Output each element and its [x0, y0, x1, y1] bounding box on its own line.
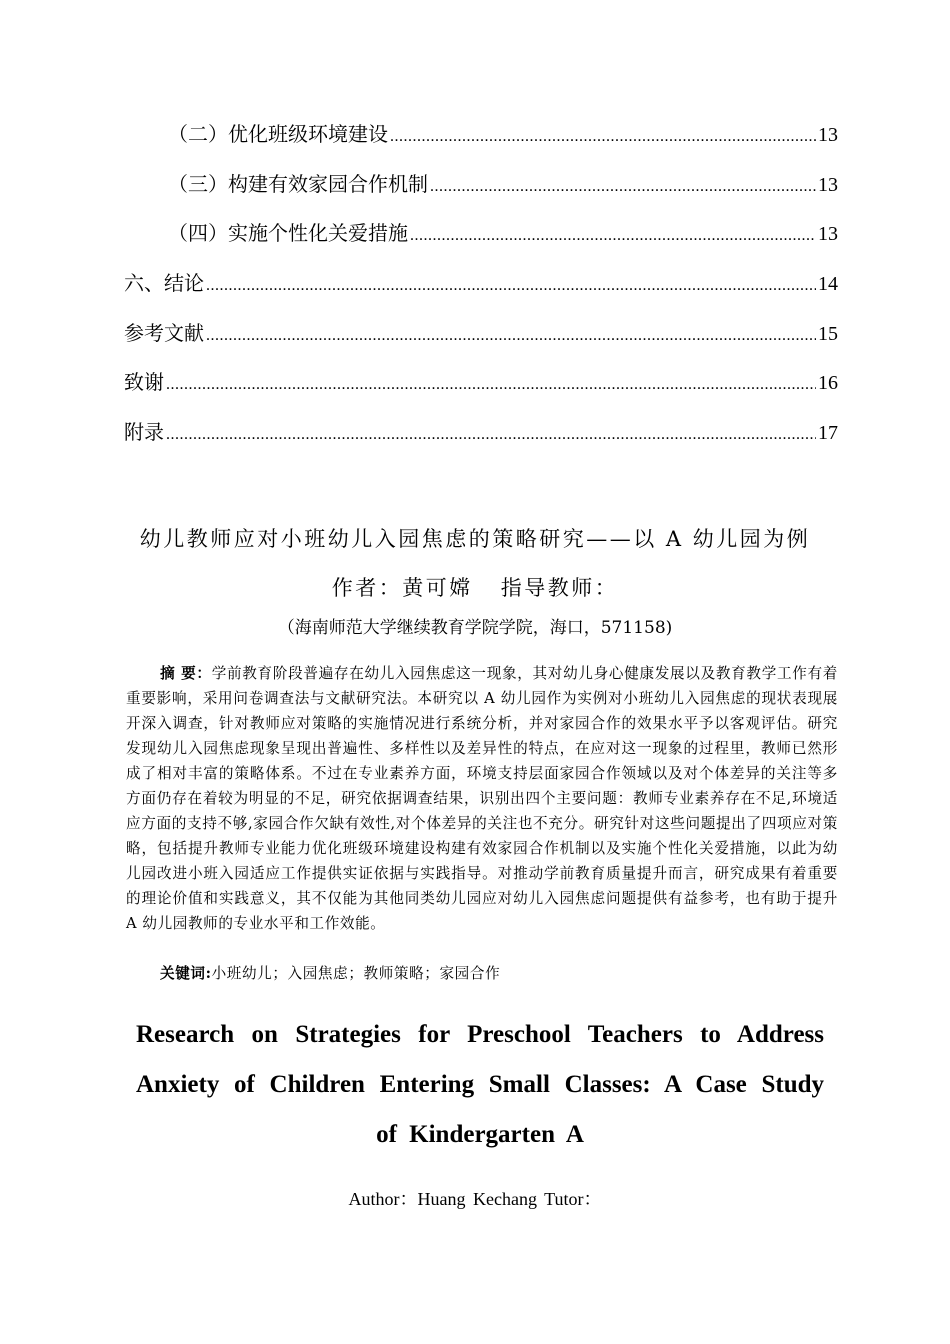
- abstract-paragraph: [126, 661, 838, 936]
- keywords-text: 小班幼儿；入园焦虑；教师策略；家园合作: [211, 965, 501, 982]
- toc-entry-label: （二）优化班级环境建设: [168, 122, 388, 146]
- toc-entry-label: （三）构建有效家园合作机制: [168, 171, 428, 196]
- toc-entry-label: 致谢: [124, 370, 164, 395]
- toc-entry[interactable]: [124, 120, 838, 170]
- table-of-contents: [124, 120, 838, 468]
- toc-entry-page: 13: [818, 124, 838, 146]
- toc-leader-dots: [206, 272, 816, 300]
- toc-entry[interactable]: [124, 269, 838, 319]
- toc-entry-page: 13: [818, 223, 838, 246]
- toc-leader-dots: [410, 222, 816, 250]
- toc-entry-page: 14: [818, 273, 838, 296]
- english-title-line-2: Anxiety of Children Entering Small Classes: A Case Study: [136, 1071, 824, 1098]
- toc-entry-label: 六、结论: [124, 271, 204, 296]
- toc-leader-dots: [166, 371, 816, 399]
- toc-entry[interactable]: [124, 319, 838, 369]
- english-title-line-3: of Kindergarten A: [376, 1121, 584, 1148]
- english-author-line: Author：Huang Kechang Tutor：: [348, 1189, 602, 1209]
- toc-entry[interactable]: [124, 219, 838, 269]
- toc-leader-dots: [390, 123, 816, 151]
- toc-entry-page: 17: [818, 422, 838, 445]
- toc-entry[interactable]: [124, 170, 838, 220]
- keywords-label: 关键词:: [160, 965, 212, 982]
- chinese-title: 幼儿教师应对小班幼儿入园焦虑的策略研究——以 A 幼儿园为例: [139, 527, 811, 551]
- abstract-text: 学前教育阶段普遍存在幼儿入园焦虑这一现象，其对幼儿身心健康发展以及教育教学工作有着重要影响，采用问卷调查法与文献研究法。本研究以 A 幼儿园作为实例对小班幼儿入园焦虑的现状表现展开深入调查，针对教师应对策略的实施情况进行系统分析，并对家园合作的效果水平予以客观评估。研究发现幼儿入园焦虑现象呈现出普遍性、多样性以及差异性的特点，在应对这一现象的过程里，教师已然形成了相对丰富的策略体系。不过在专业素养方面，环境支持层面家园合作领域以及对个体差异的关注等多方面仍存在着较为明显的不足，研究依据调查结果，识别出四个主要问题：教师专业素养存在不足,环境适应方面的支持不够,家园合作欠缺有效性,对个体差异的关注也不充分。研究针对这些问题提出了四项应对策略，包括提升教师专业能力优化班级环境建设构建有效家园合作机制以及实施个性化关爱措施，以此为幼儿园改进小班入园适应工作提供实证依据与实践指导。对推动学前教育质量提升而言，研究成果有着重要的理论价值和实践意义，其不仅能为其他同类幼儿园应对幼儿入园焦虑问题提供有益参考，也有助于提升 A 幼儿园教师的专业水平和工作效能。: [126, 665, 838, 932]
- author-label: 作者：黄可嫦: [331, 576, 473, 600]
- toc-entry-page: 13: [818, 173, 838, 196]
- english-title-line-1: Research on Strategies for Preschool Teachers to Address: [136, 1021, 824, 1048]
- affiliation: （海南师范大学继续教育学院学院，海口，571158): [277, 618, 673, 638]
- toc-entry[interactable]: [124, 368, 838, 418]
- toc-entry-label: 参考文献: [124, 320, 204, 345]
- toc-leader-dots: [430, 173, 816, 201]
- english-title: [136, 1010, 824, 1160]
- tutor-label: 指导教师：: [500, 576, 619, 600]
- toc-leader-dots: [166, 421, 816, 449]
- toc-entry-page: 15: [818, 322, 838, 345]
- toc-entry-label: 附录: [124, 420, 164, 445]
- toc-entry-label: （四）实施个性化关爱措施: [168, 221, 408, 246]
- chinese-author-line: [0, 572, 950, 602]
- keywords-line: [126, 961, 838, 986]
- toc-entry[interactable]: [124, 418, 838, 468]
- toc-leader-dots: [206, 322, 816, 350]
- toc-entry-page: 16: [818, 372, 838, 395]
- abstract-label: 摘 要：: [160, 665, 212, 682]
